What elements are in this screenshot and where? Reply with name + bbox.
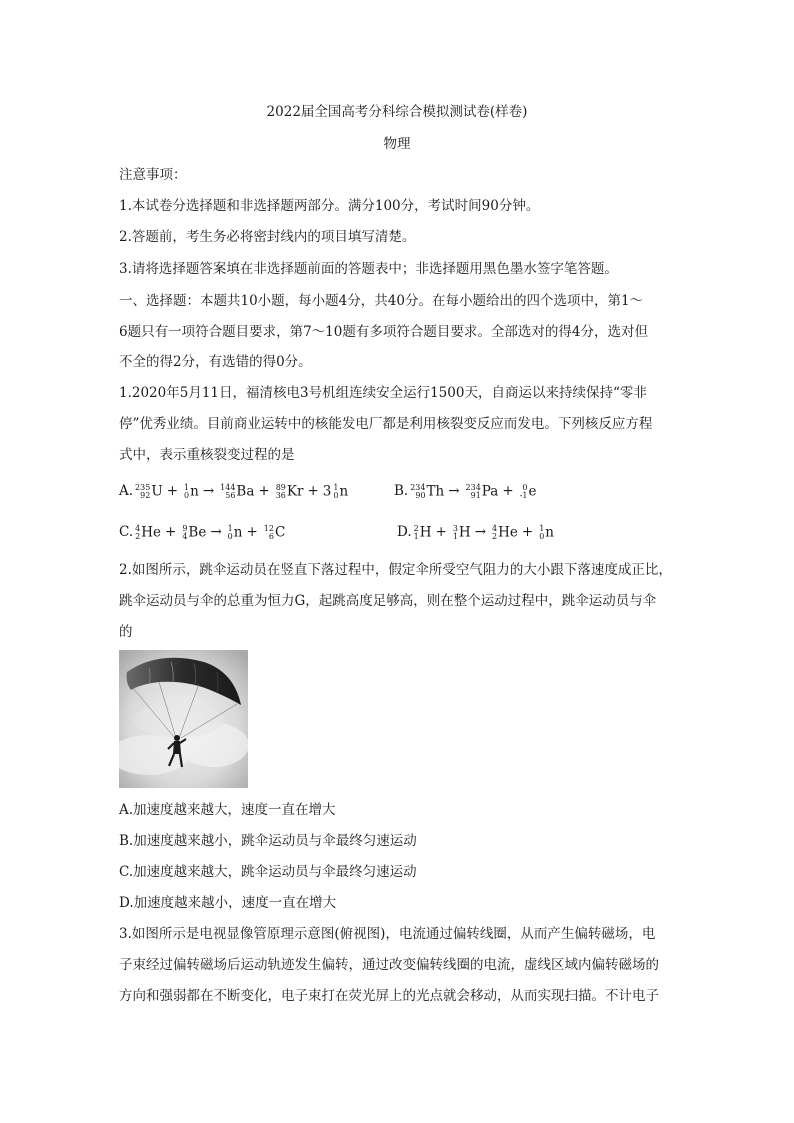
atomic-number: 4 (182, 531, 188, 541)
mass-number: 235 (135, 482, 151, 492)
mass-number: 2 (413, 523, 419, 533)
notice-item: 3.请将选择题答案填在非选择题前面的答题表中；非选择题用黑色墨水签字笔答题。 (119, 261, 618, 277)
q1-option-b (394, 482, 536, 501)
nuclide-numbers (135, 484, 150, 500)
atomic-number: 2 (135, 531, 141, 541)
mass-number: 144 (220, 482, 236, 492)
section-instructions: 6题只有一项符合题目要求，第7～10题有多项符合题目要求。全部选对的得4分，选对但 (119, 324, 648, 340)
option-label: A. (119, 483, 134, 499)
plus-sign: + (165, 524, 177, 540)
mass-number: 1 (227, 523, 233, 533)
element-symbol: H (458, 524, 471, 541)
nuclide-numbers (410, 484, 425, 500)
element-symbol: U (151, 483, 163, 500)
plus-sign: + (435, 524, 447, 540)
option-label: C. (119, 524, 134, 540)
mass-number: 9 (182, 523, 188, 533)
atomic-number: 91 (470, 490, 481, 500)
question-1-text: 停”优秀业绩。目前商业运转中的核能发电厂都是利用核裂变反应而发电。下列核反应方程 (119, 416, 653, 432)
plus-sign: + (307, 483, 319, 499)
mass-number: 1 (333, 482, 339, 492)
element-symbol: Ba (236, 483, 255, 500)
element-symbol: H (419, 524, 432, 541)
question-1-text: 1.2020年5月11日，福清核电3号机组连续安全运行1500天，自商运以来持续保持“零非 (119, 385, 647, 401)
atomic-number: 2 (492, 531, 498, 541)
parachutist-photo (119, 650, 248, 788)
question-3-text: 3.如图所示是电视显像管原理示意图(俯视图)，电流通过偏转线圈，从而产生偏转磁场，电 (119, 926, 656, 942)
nuclide-numbers (333, 484, 338, 500)
question-2-text: 的 (119, 624, 133, 640)
atomic-number: 1 (452, 531, 458, 541)
q1-option-d (397, 523, 554, 542)
nuclide-numbers (520, 484, 528, 500)
nuclide-numbers (135, 525, 140, 541)
atomic-number: 56 (225, 490, 236, 500)
element-symbol: n (545, 524, 554, 541)
element-symbol: n (233, 524, 243, 541)
plus-sign: + (246, 524, 258, 540)
q1-option-a (119, 482, 348, 501)
q2-option-c: C.加速度越来越大，跳伞运动员与伞最终匀速运动 (119, 864, 417, 880)
atomic-number: 92 (140, 490, 151, 500)
element-symbol: He (498, 524, 518, 541)
notice-item: 1.本试卷分选择题和非选择题两部分。满分100分，考试时间90分钟。 (119, 198, 540, 214)
reaction-arrow: → (474, 524, 487, 540)
mass-number: 12 (263, 523, 274, 533)
mass-number: 0 (522, 482, 528, 492)
nuclide-numbers (539, 525, 544, 541)
plus-sign: + (258, 483, 270, 499)
nuclide-numbers (414, 525, 419, 541)
q1-option-c (119, 523, 285, 542)
mass-number: 3 (452, 523, 458, 533)
nuclide-numbers (453, 525, 458, 541)
section-instructions: 一、选择题：本题共10小题，每小题4分，共40分。在每小题给出的四个选项中，第1～ (119, 293, 644, 309)
question-3-text: 子束经过偏转磁场后运动轨迹发生偏转，通过改变偏转线圈的电流，虚线区域内偏转磁场的 (119, 957, 659, 973)
question-2-text: 2.如图所示，跳伞运动员在竖直下落过程中，假定伞所受空气阻力的大小跟下落速度成正比， (119, 562, 672, 578)
nuclide-numbers (492, 525, 497, 541)
q2-option-b: B.加速度越来越小，跳伞运动员与伞最终匀速运动 (119, 833, 417, 849)
mass-number: 89 (275, 482, 286, 492)
mass-number: 1 (539, 523, 545, 533)
section-instructions: 不全的得2分，有选错的得0分。 (119, 354, 312, 370)
plus-sign: + (166, 483, 179, 499)
mass-number: 4 (492, 523, 498, 533)
q2-option-d: D.加速度越来越小，速度一直在增大 (119, 895, 337, 911)
mass-number: 234 (410, 482, 426, 492)
atomic-number: 0 (184, 490, 190, 500)
atomic-number: 6 (268, 531, 274, 541)
element-symbol: Th (426, 483, 445, 500)
element-symbol: Pa (481, 483, 499, 500)
atomic-number: -1 (519, 490, 528, 500)
atomic-number: 0 (539, 531, 545, 541)
atomic-number: 90 (415, 490, 426, 500)
nuclide-numbers (220, 484, 235, 500)
q2-option-a: A.加速度越来越大，速度一直在增大 (119, 802, 336, 818)
plus-sign: + (521, 524, 534, 540)
nuclide-numbers (184, 484, 189, 500)
element-symbol: n (190, 483, 199, 500)
atomic-number: 0 (227, 531, 233, 541)
nuclide-numbers (466, 484, 481, 500)
option-label: D. (397, 524, 412, 540)
question-3-text: 方向和强弱都在不断变化，电子束打在荧光屏上的光点就会移动，从而实现扫描。不计电子 (119, 988, 659, 1004)
mass-number: 4 (135, 523, 141, 533)
reaction-arrow: → (202, 483, 215, 499)
element-symbol: Be (188, 524, 207, 541)
element-symbol: e (528, 483, 537, 500)
mass-number: 234 (465, 482, 481, 492)
option-label: B. (394, 483, 409, 499)
notice-heading: 注意事项： (119, 167, 187, 183)
exam-title: 2022届全国高考分科综合模拟测试卷(样卷) (266, 104, 528, 120)
nuclide-numbers (182, 525, 187, 541)
atomic-number: 0 (333, 490, 339, 500)
plus-sign: + (502, 483, 514, 499)
nuclide-numbers (228, 525, 233, 541)
coefficient: 3 (322, 483, 332, 500)
atomic-number: 36 (275, 490, 286, 500)
element-symbol: Kr (286, 483, 304, 500)
subject-title: 物理 (383, 136, 411, 152)
atomic-number: 1 (413, 531, 419, 541)
nuclide-numbers (264, 525, 274, 541)
element-symbol: C (274, 524, 286, 541)
nuclide-numbers (276, 484, 286, 500)
question-1-text: 式中，表示重核裂变过程的是 (119, 447, 295, 463)
reaction-arrow: → (210, 524, 222, 540)
reaction-arrow: → (448, 483, 460, 499)
element-symbol: n (339, 483, 349, 500)
notice-item: 2.答题前，考生务必将密封线内的项目填写清楚。 (119, 229, 416, 245)
mass-number: 1 (184, 482, 190, 492)
element-symbol: He (141, 524, 161, 541)
question-2-text: 跳伞运动员与伞的总重为恒力G，起跳高度足够高，则在整个运动过程中，跳伞运动员与伞 (119, 593, 657, 609)
